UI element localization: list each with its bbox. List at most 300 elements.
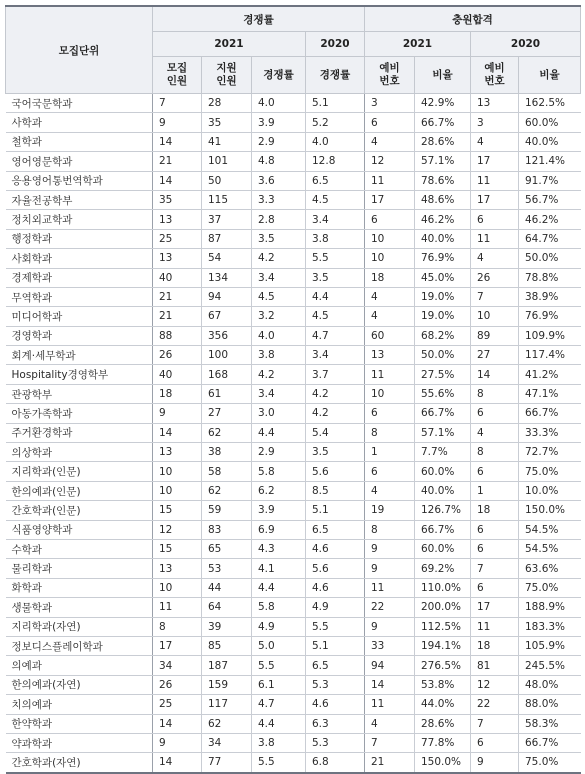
- row-ratio-2020: 41.2%: [519, 365, 581, 384]
- row-recruit-count: 10: [153, 481, 202, 500]
- row-ratio-2021: 66.7%: [415, 520, 471, 539]
- row-reserve-no-2021: 1: [365, 443, 415, 462]
- row-rate-2020: 5.1: [306, 94, 365, 113]
- row-rate-2021: 4.2: [252, 365, 306, 384]
- row-recruit-count: 9: [153, 113, 202, 132]
- row-ratio-2021: 44.0%: [415, 695, 471, 714]
- row-recruit-count: 9: [153, 733, 202, 752]
- row-reserve-no-2021: 10: [365, 384, 415, 403]
- table-row: [6, 733, 581, 752]
- row-reserve-no-2020: 27: [471, 346, 519, 365]
- row-reserve-no-2021: 4: [365, 714, 415, 733]
- row-applicant-count: 54: [202, 249, 252, 268]
- row-unit-name: 무역학과: [6, 287, 153, 306]
- row-applicant-count: 34: [202, 733, 252, 752]
- row-reserve-no-2020: 1: [471, 481, 519, 500]
- row-reserve-no-2020: 6: [471, 404, 519, 423]
- row-reserve-no-2021: 18: [365, 268, 415, 287]
- row-recruit-count: 25: [153, 229, 202, 248]
- row-recruit-count: 26: [153, 346, 202, 365]
- table-row: [6, 190, 581, 209]
- table-row: [6, 423, 581, 442]
- row-applicant-count: 101: [202, 152, 252, 171]
- row-recruit-count: 13: [153, 559, 202, 578]
- row-reserve-no-2021: 22: [365, 598, 415, 617]
- row-rate-2020: 8.5: [306, 481, 365, 500]
- row-applicant-count: 62: [202, 423, 252, 442]
- row-recruit-count: 14: [153, 132, 202, 151]
- row-rate-2021: 3.8: [252, 346, 306, 365]
- table-row: [6, 268, 581, 287]
- row-ratio-2021: 200.0%: [415, 598, 471, 617]
- table-row: [6, 636, 581, 655]
- row-rate-2020: 5.1: [306, 636, 365, 655]
- row-ratio-2020: 33.3%: [519, 423, 581, 442]
- row-rate-2020: 5.6: [306, 559, 365, 578]
- row-recruit-count: 25: [153, 695, 202, 714]
- row-recruit-count: 17: [153, 636, 202, 655]
- row-recruit-count: 40: [153, 365, 202, 384]
- row-reserve-no-2021: 4: [365, 481, 415, 500]
- row-recruit-count: 11: [153, 598, 202, 617]
- table-row: [6, 539, 581, 558]
- row-rate-2020: 12.8: [306, 152, 365, 171]
- row-unit-name: 지리학과(인문): [6, 462, 153, 481]
- row-rate-2021: 3.4: [252, 384, 306, 403]
- row-rate-2020: 3.7: [306, 365, 365, 384]
- row-unit-name: 응용영어통번역학과: [6, 171, 153, 190]
- table-row: [6, 94, 581, 113]
- row-rate-2021: 3.9: [252, 113, 306, 132]
- table-row: [6, 598, 581, 617]
- table-row: [6, 365, 581, 384]
- row-applicant-count: 62: [202, 714, 252, 733]
- row-rate-2021: 3.6: [252, 171, 306, 190]
- header-enrollment: 충원합격: [365, 6, 581, 32]
- row-rate-2020: 6.5: [306, 520, 365, 539]
- row-unit-name: 의상학과: [6, 443, 153, 462]
- row-reserve-no-2020: 11: [471, 229, 519, 248]
- row-rate-2021: 4.7: [252, 695, 306, 714]
- table-row: [6, 714, 581, 733]
- row-rate-2021: 4.0: [252, 94, 306, 113]
- row-unit-name: 치의예과: [6, 695, 153, 714]
- row-ratio-2020: 75.0%: [519, 462, 581, 481]
- row-recruit-count: 34: [153, 656, 202, 675]
- row-recruit-count: 10: [153, 578, 202, 597]
- table-row: [6, 326, 581, 345]
- row-ratio-2020: 75.0%: [519, 753, 581, 773]
- row-rate-2020: 4.2: [306, 404, 365, 423]
- row-rate-2021: 4.3: [252, 539, 306, 558]
- row-unit-name: 회계·세무학과: [6, 346, 153, 365]
- row-unit-name: Hospitality경영학부: [6, 365, 153, 384]
- row-ratio-2021: 66.7%: [415, 113, 471, 132]
- header-enrollment-2020: 2020: [471, 32, 581, 57]
- row-rate-2021: 4.0: [252, 326, 306, 345]
- row-rate-2021: 3.0: [252, 404, 306, 423]
- row-applicant-count: 58: [202, 462, 252, 481]
- row-recruit-count: 14: [153, 753, 202, 773]
- row-ratio-2021: 28.6%: [415, 132, 471, 151]
- row-rate-2020: 3.5: [306, 268, 365, 287]
- row-recruit-count: 13: [153, 210, 202, 229]
- row-applicant-count: 28: [202, 94, 252, 113]
- row-rate-2020: 5.5: [306, 249, 365, 268]
- row-ratio-2020: 54.5%: [519, 520, 581, 539]
- row-rate-2021: 6.2: [252, 481, 306, 500]
- row-reserve-no-2020: 7: [471, 287, 519, 306]
- row-recruit-count: 14: [153, 714, 202, 733]
- admission-table-container: [5, 5, 580, 774]
- row-unit-name: 한약학과: [6, 714, 153, 733]
- table-row: [6, 617, 581, 636]
- row-applicant-count: 37: [202, 210, 252, 229]
- row-rate-2020: 4.6: [306, 695, 365, 714]
- row-unit-name: 자율전공학부: [6, 190, 153, 209]
- row-reserve-no-2021: 6: [365, 462, 415, 481]
- row-ratio-2021: 55.6%: [415, 384, 471, 403]
- row-rate-2020: 3.8: [306, 229, 365, 248]
- row-unit-name: 약과학과: [6, 733, 153, 752]
- header-unit: 모집단위: [6, 6, 153, 94]
- row-reserve-no-2021: 11: [365, 695, 415, 714]
- row-recruit-count: 13: [153, 249, 202, 268]
- row-recruit-count: 15: [153, 501, 202, 520]
- row-ratio-2020: 64.7%: [519, 229, 581, 248]
- table-row: [6, 132, 581, 151]
- table-row: [6, 481, 581, 500]
- row-applicant-count: 85: [202, 636, 252, 655]
- row-ratio-2020: 162.5%: [519, 94, 581, 113]
- row-ratio-2021: 42.9%: [415, 94, 471, 113]
- header-reserve-no-2020: 예비 번호: [471, 57, 519, 94]
- row-ratio-2021: 77.8%: [415, 733, 471, 752]
- row-reserve-no-2020: 13: [471, 94, 519, 113]
- row-unit-name: 식품영양학과: [6, 520, 153, 539]
- row-rate-2020: 5.2: [306, 113, 365, 132]
- header-ratio-2021: 비율: [415, 57, 471, 94]
- row-unit-name: 주거환경학과: [6, 423, 153, 442]
- row-ratio-2020: 245.5%: [519, 656, 581, 675]
- row-rate-2021: 2.8: [252, 210, 306, 229]
- row-rate-2021: 4.1: [252, 559, 306, 578]
- table-row: [6, 559, 581, 578]
- row-unit-name: 의예과: [6, 656, 153, 675]
- row-rate-2020: 4.6: [306, 578, 365, 597]
- row-recruit-count: 7: [153, 94, 202, 113]
- row-applicant-count: 65: [202, 539, 252, 558]
- row-rate-2021: 5.5: [252, 753, 306, 773]
- row-recruit-count: 18: [153, 384, 202, 403]
- row-reserve-no-2020: 9: [471, 753, 519, 773]
- header-competition-2021: 2021: [153, 32, 306, 57]
- row-reserve-no-2021: 14: [365, 675, 415, 694]
- row-reserve-no-2020: 18: [471, 636, 519, 655]
- table-row: [6, 171, 581, 190]
- row-ratio-2020: 150.0%: [519, 501, 581, 520]
- row-reserve-no-2020: 12: [471, 675, 519, 694]
- row-reserve-no-2021: 17: [365, 190, 415, 209]
- table-row: [6, 152, 581, 171]
- row-rate-2020: 4.2: [306, 384, 365, 403]
- row-unit-name: 한의예과(인문): [6, 481, 153, 500]
- row-applicant-count: 168: [202, 365, 252, 384]
- header-competition: 경쟁률: [153, 6, 365, 32]
- row-applicant-count: 61: [202, 384, 252, 403]
- row-ratio-2020: 54.5%: [519, 539, 581, 558]
- row-reserve-no-2020: 17: [471, 190, 519, 209]
- row-rate-2020: 5.1: [306, 501, 365, 520]
- row-rate-2021: 3.4: [252, 268, 306, 287]
- row-applicant-count: 100: [202, 346, 252, 365]
- table-row: [6, 404, 581, 423]
- row-rate-2020: 5.6: [306, 462, 365, 481]
- row-unit-name: 수학과: [6, 539, 153, 558]
- header-rate-2020: 경쟁률: [306, 57, 365, 94]
- row-reserve-no-2021: 7: [365, 733, 415, 752]
- row-rate-2020: 3.4: [306, 346, 365, 365]
- row-unit-name: 미디어학과: [6, 307, 153, 326]
- header-applicant-count: 지원 인원: [202, 57, 252, 94]
- row-ratio-2021: 66.7%: [415, 404, 471, 423]
- row-rate-2021: 3.2: [252, 307, 306, 326]
- row-ratio-2020: 78.8%: [519, 268, 581, 287]
- row-rate-2021: 5.8: [252, 462, 306, 481]
- row-unit-name: 경제학과: [6, 268, 153, 287]
- row-rate-2021: 4.9: [252, 617, 306, 636]
- row-rate-2020: 6.5: [306, 656, 365, 675]
- row-applicant-count: 187: [202, 656, 252, 675]
- row-ratio-2021: 60.0%: [415, 539, 471, 558]
- row-ratio-2020: 188.9%: [519, 598, 581, 617]
- table-row: [6, 462, 581, 481]
- row-ratio-2020: 60.0%: [519, 113, 581, 132]
- row-ratio-2020: 76.9%: [519, 307, 581, 326]
- row-reserve-no-2021: 6: [365, 113, 415, 132]
- row-rate-2021: 4.4: [252, 578, 306, 597]
- row-applicant-count: 117: [202, 695, 252, 714]
- row-recruit-count: 21: [153, 307, 202, 326]
- row-reserve-no-2021: 4: [365, 307, 415, 326]
- row-reserve-no-2020: 11: [471, 617, 519, 636]
- row-reserve-no-2021: 6: [365, 210, 415, 229]
- row-applicant-count: 356: [202, 326, 252, 345]
- row-ratio-2020: 48.0%: [519, 675, 581, 694]
- table-row: [6, 113, 581, 132]
- table-row: [6, 675, 581, 694]
- row-reserve-no-2020: 7: [471, 714, 519, 733]
- row-ratio-2020: 66.7%: [519, 404, 581, 423]
- row-ratio-2020: 66.7%: [519, 733, 581, 752]
- row-applicant-count: 64: [202, 598, 252, 617]
- row-unit-name: 간호학과(인문): [6, 501, 153, 520]
- row-ratio-2020: 40.0%: [519, 132, 581, 151]
- row-reserve-no-2020: 26: [471, 268, 519, 287]
- row-unit-name: 한의예과(자연): [6, 675, 153, 694]
- row-reserve-no-2021: 9: [365, 539, 415, 558]
- table-row: [6, 695, 581, 714]
- row-recruit-count: 8: [153, 617, 202, 636]
- row-recruit-count: 15: [153, 539, 202, 558]
- row-recruit-count: 12: [153, 520, 202, 539]
- row-applicant-count: 53: [202, 559, 252, 578]
- row-ratio-2020: 105.9%: [519, 636, 581, 655]
- row-rate-2020: 5.4: [306, 423, 365, 442]
- row-reserve-no-2020: 6: [471, 520, 519, 539]
- row-recruit-count: 88: [153, 326, 202, 345]
- row-ratio-2021: 68.2%: [415, 326, 471, 345]
- header-ratio-2020: 비율: [519, 57, 581, 94]
- row-applicant-count: 27: [202, 404, 252, 423]
- row-reserve-no-2021: 6: [365, 404, 415, 423]
- row-unit-name: 영어영문학과: [6, 152, 153, 171]
- row-ratio-2021: 7.7%: [415, 443, 471, 462]
- row-ratio-2021: 69.2%: [415, 559, 471, 578]
- row-reserve-no-2020: 7: [471, 559, 519, 578]
- row-reserve-no-2021: 13: [365, 346, 415, 365]
- row-rate-2021: 6.1: [252, 675, 306, 694]
- table-row: [6, 501, 581, 520]
- row-unit-name: 사회학과: [6, 249, 153, 268]
- row-rate-2020: 3.5: [306, 443, 365, 462]
- row-ratio-2020: 121.4%: [519, 152, 581, 171]
- table-row: [6, 520, 581, 539]
- row-unit-name: 지리학과(자연): [6, 617, 153, 636]
- row-ratio-2021: 48.6%: [415, 190, 471, 209]
- row-rate-2021: 2.9: [252, 443, 306, 462]
- row-recruit-count: 21: [153, 152, 202, 171]
- row-ratio-2021: 76.9%: [415, 249, 471, 268]
- table-row: [6, 287, 581, 306]
- row-reserve-no-2020: 8: [471, 443, 519, 462]
- row-ratio-2021: 53.8%: [415, 675, 471, 694]
- row-reserve-no-2021: 9: [365, 559, 415, 578]
- row-reserve-no-2020: 4: [471, 249, 519, 268]
- row-rate-2020: 4.6: [306, 539, 365, 558]
- row-applicant-count: 41: [202, 132, 252, 151]
- row-reserve-no-2021: 4: [365, 287, 415, 306]
- row-recruit-count: 26: [153, 675, 202, 694]
- row-rate-2020: 3.4: [306, 210, 365, 229]
- row-reserve-no-2021: 10: [365, 229, 415, 248]
- row-recruit-count: 9: [153, 404, 202, 423]
- row-reserve-no-2021: 11: [365, 171, 415, 190]
- row-reserve-no-2020: 6: [471, 539, 519, 558]
- row-reserve-no-2021: 94: [365, 656, 415, 675]
- row-rate-2021: 4.8: [252, 152, 306, 171]
- row-reserve-no-2020: 22: [471, 695, 519, 714]
- row-reserve-no-2021: 10: [365, 249, 415, 268]
- row-ratio-2020: 72.7%: [519, 443, 581, 462]
- row-ratio-2021: 110.0%: [415, 578, 471, 597]
- row-reserve-no-2021: 19: [365, 501, 415, 520]
- row-reserve-no-2020: 6: [471, 578, 519, 597]
- row-ratio-2020: 91.7%: [519, 171, 581, 190]
- row-reserve-no-2020: 3: [471, 113, 519, 132]
- row-rate-2021: 5.0: [252, 636, 306, 655]
- row-unit-name: 관광학부: [6, 384, 153, 403]
- row-ratio-2020: 183.3%: [519, 617, 581, 636]
- row-ratio-2021: 19.0%: [415, 307, 471, 326]
- row-rate-2020: 6.5: [306, 171, 365, 190]
- row-reserve-no-2021: 4: [365, 132, 415, 151]
- header-enrollment-2021: 2021: [365, 32, 471, 57]
- row-applicant-count: 115: [202, 190, 252, 209]
- row-applicant-count: 38: [202, 443, 252, 462]
- row-applicant-count: 62: [202, 481, 252, 500]
- row-ratio-2021: 46.2%: [415, 210, 471, 229]
- row-ratio-2020: 63.6%: [519, 559, 581, 578]
- row-ratio-2021: 45.0%: [415, 268, 471, 287]
- row-applicant-count: 35: [202, 113, 252, 132]
- row-unit-name: 사학과: [6, 113, 153, 132]
- row-reserve-no-2020: 81: [471, 656, 519, 675]
- row-unit-name: 아동가족학과: [6, 404, 153, 423]
- row-rate-2020: 6.3: [306, 714, 365, 733]
- row-applicant-count: 77: [202, 753, 252, 773]
- row-ratio-2021: 57.1%: [415, 152, 471, 171]
- row-ratio-2021: 50.0%: [415, 346, 471, 365]
- row-applicant-count: 159: [202, 675, 252, 694]
- row-reserve-no-2021: 11: [365, 365, 415, 384]
- row-ratio-2021: 194.1%: [415, 636, 471, 655]
- row-reserve-no-2020: 17: [471, 152, 519, 171]
- row-reserve-no-2021: 11: [365, 578, 415, 597]
- row-recruit-count: 10: [153, 462, 202, 481]
- row-rate-2021: 5.8: [252, 598, 306, 617]
- row-reserve-no-2021: 8: [365, 520, 415, 539]
- row-rate-2021: 4.4: [252, 714, 306, 733]
- row-reserve-no-2020: 4: [471, 423, 519, 442]
- table-row: [6, 249, 581, 268]
- row-reserve-no-2021: 9: [365, 617, 415, 636]
- row-reserve-no-2020: 6: [471, 462, 519, 481]
- row-reserve-no-2021: 21: [365, 753, 415, 773]
- header-recruit-count: 모집 인원: [153, 57, 202, 94]
- row-rate-2021: 4.2: [252, 249, 306, 268]
- row-reserve-no-2020: 10: [471, 307, 519, 326]
- admission-stats-table: [5, 5, 581, 774]
- row-recruit-count: 14: [153, 171, 202, 190]
- row-unit-name: 물리학과: [6, 559, 153, 578]
- row-unit-name: 정보디스플레이학과: [6, 636, 153, 655]
- row-ratio-2021: 19.0%: [415, 287, 471, 306]
- row-ratio-2021: 150.0%: [415, 753, 471, 773]
- row-ratio-2021: 27.5%: [415, 365, 471, 384]
- row-rate-2020: 4.5: [306, 307, 365, 326]
- row-reserve-no-2021: 8: [365, 423, 415, 442]
- row-reserve-no-2020: 14: [471, 365, 519, 384]
- row-applicant-count: 83: [202, 520, 252, 539]
- row-reserve-no-2021: 12: [365, 152, 415, 171]
- row-unit-name: 국어국문학과: [6, 94, 153, 113]
- row-ratio-2021: 78.6%: [415, 171, 471, 190]
- row-reserve-no-2020: 6: [471, 733, 519, 752]
- header-competition-2020: 2020: [306, 32, 365, 57]
- row-reserve-no-2021: 60: [365, 326, 415, 345]
- row-ratio-2021: 57.1%: [415, 423, 471, 442]
- row-ratio-2020: 109.9%: [519, 326, 581, 345]
- row-ratio-2020: 47.1%: [519, 384, 581, 403]
- row-ratio-2021: 126.7%: [415, 501, 471, 520]
- row-recruit-count: 35: [153, 190, 202, 209]
- row-rate-2020: 5.5: [306, 617, 365, 636]
- table-row: [6, 210, 581, 229]
- row-recruit-count: 40: [153, 268, 202, 287]
- row-reserve-no-2020: 89: [471, 326, 519, 345]
- row-ratio-2021: 40.0%: [415, 481, 471, 500]
